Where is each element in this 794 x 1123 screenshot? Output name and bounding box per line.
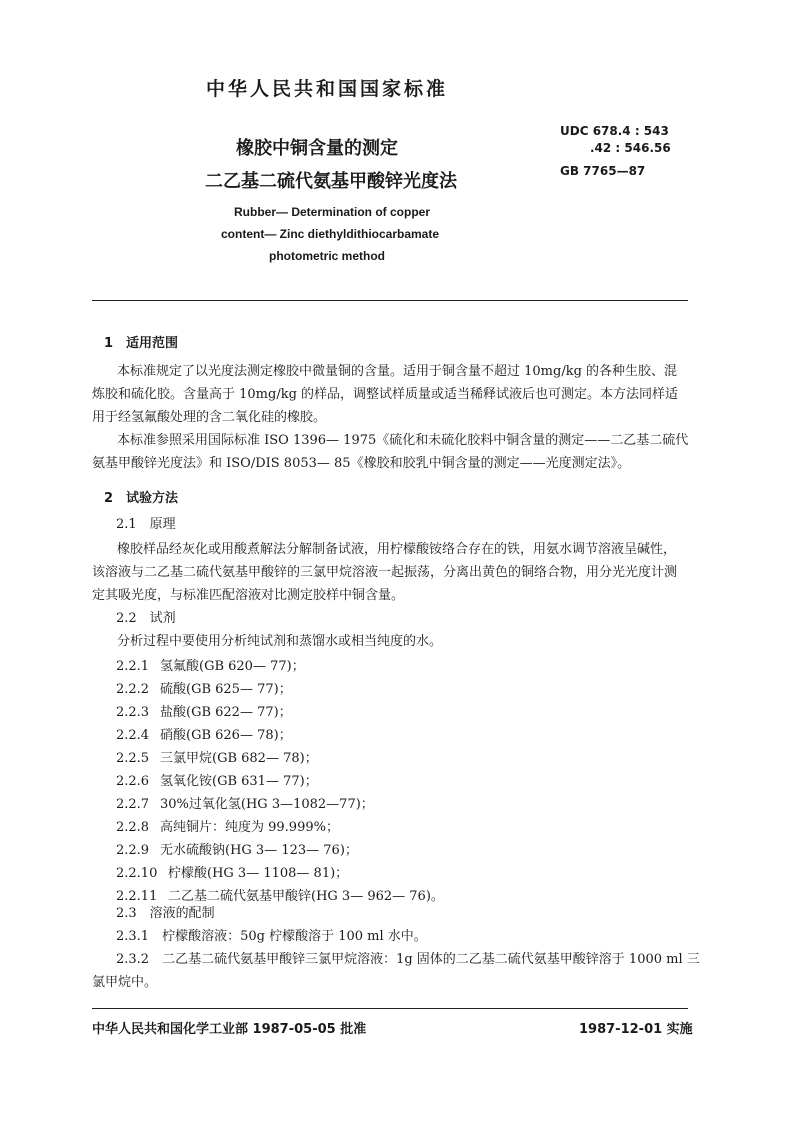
reagent-text: 氢氟酸(GB 620— 77)； [160,659,305,674]
reagent-item [116,816,339,835]
reagent-number: 2.2.8 [116,820,150,835]
document-title-en-line2: content— Zinc diethyldithiocarbamate [221,227,440,241]
reagent-text: 二乙基二硫代氨基甲酸锌(HG 3— 962— 76)。 [168,889,444,904]
reagent-item [116,724,292,743]
reagent-text: 柠檬酸(HG 3— 1108— 81)； [168,866,349,881]
document-title-en-line3: photometric method [269,249,385,263]
reagent-number: 2.2.9 [116,843,150,858]
reagent-item [116,793,374,812]
header-divider [92,300,688,301]
reagent-number: 2.2.10 [116,866,158,881]
reagent-item [116,701,292,720]
reagent-number: 2.2.1 [116,659,150,674]
section-2-3-2-line1: 2.3.2 二乙基二硫代氨基甲酸锌三氯甲烷溶液：1g 固体的二乙基二硫代氨基甲酸锌溶于 1000 ml 三 [116,952,700,967]
section-2-1-line3: 定其吸光度，与标准匹配溶液对比测定胶样中铜含量。 [92,588,405,603]
reagent-number: 2.2.3 [116,705,150,720]
section-1-para2-line2: 氨基甲酸锌光度法》和 ISO/DIS 8053— 85《橡胶和胶乳中铜含量的测定——光度测定法》。 [92,456,631,471]
reagent-item [116,678,292,697]
section-2-1-line1: 橡胶样品经灰化或用酸煮解法分解制备试液，用柠檬酸铵络合存在的铁，用氨水调节溶液呈碱性， [117,542,677,557]
reagent-text: 硝酸(GB 626— 78)； [160,728,292,743]
reagent-item [116,839,358,858]
reagent-text: 高纯铜片：纯度为 99.999%； [160,820,339,835]
approval-line: 中华人民共和国化学工业部 1987-05-05 批准 [92,1022,367,1037]
document-title-cn-line1: 橡胶中铜含量的测定 [236,138,398,159]
reagent-number: 2.2.11 [116,889,158,904]
reagent-text: 盐酸(GB 622— 77)； [160,705,292,720]
reagent-text: 氢氧化铵(GB 631— 77)； [160,774,318,789]
section-2-3-heading: 2.3 溶液的配制 [116,906,215,921]
udc-code-line1: UDC 678.4 : 543 [560,124,669,138]
section-2-heading: 2 试验方法 [104,491,179,506]
document-title-en-line1: Rubber— Determination of copper [234,205,431,219]
section-2-2-intro: 分析过程中要使用分析纯试剂和蒸馏水或相当纯度的水。 [117,634,443,649]
section-2-3-1: 2.3.1 柠檬酸溶液：50g 柠檬酸溶于 100 ml 水中。 [116,929,427,944]
reagent-text: 三氯甲烷(GB 682— 78)； [160,751,318,766]
reagent-text: 无水硫酸钠(HG 3— 123— 76)； [160,843,358,858]
section-1-para1-line3: 用于经氢氟酸处理的含二氧化硅的橡胶。 [92,410,327,425]
section-2-2-heading: 2.2 试剂 [116,611,176,626]
reagent-text: 30%过氧化氢(HG 3—1082—77)； [160,797,374,812]
reagent-text: 硫酸(GB 625— 77)； [160,682,292,697]
section-1-heading: 1 适用范围 [104,336,179,351]
section-1-para1-line1: 本标准规定了以光度法测定橡胶中微量铜的含量。适用于铜含量不超过 10mg/kg 的各种生胶、混 [117,364,678,379]
section-2-1-line2: 该溶液与二乙基二硫代氨基甲酸锌的三氯甲烷溶液一起振荡，分离出黄色的铜络合物，用分光光度计测 [92,565,678,580]
section-1-para1-line2: 炼胶和硫化胶。含量高于 10mg/kg 的样品，调整试样质量或适当稀释试液后也可测定。本方法同样适 [92,387,679,402]
reagent-item [116,747,318,766]
section-1-para2-line1: 本标准参照采用国际标准 ISO 1396— 1975《硫化和未硫化胶料中铜含量的测定——二乙基二硫代 [117,433,689,448]
udc-code-line2: .42 : 546.56 [590,141,671,155]
section-2-1-heading: 2.1 原理 [116,517,176,532]
footer-divider [92,1008,688,1009]
reagent-number: 2.2.5 [116,751,150,766]
reagent-number: 2.2.4 [116,728,150,743]
reagent-item [116,862,348,881]
reagent-number: 2.2.6 [116,774,150,789]
reagent-item [116,770,318,789]
standard-org-title: 中华人民共和国国家标准 [206,78,449,100]
reagent-item [116,655,305,674]
document-title-cn-line2: 二乙基二硫代氨基甲酸锌光度法 [205,171,457,192]
section-2-3-2-line2: 氯甲烷中。 [92,975,158,990]
gb-number: GB 7765—87 [560,164,646,178]
reagent-number: 2.2.7 [116,797,150,812]
implementation-date: 1987-12-01 实施 [579,1022,693,1037]
reagent-number: 2.2.2 [116,682,150,697]
